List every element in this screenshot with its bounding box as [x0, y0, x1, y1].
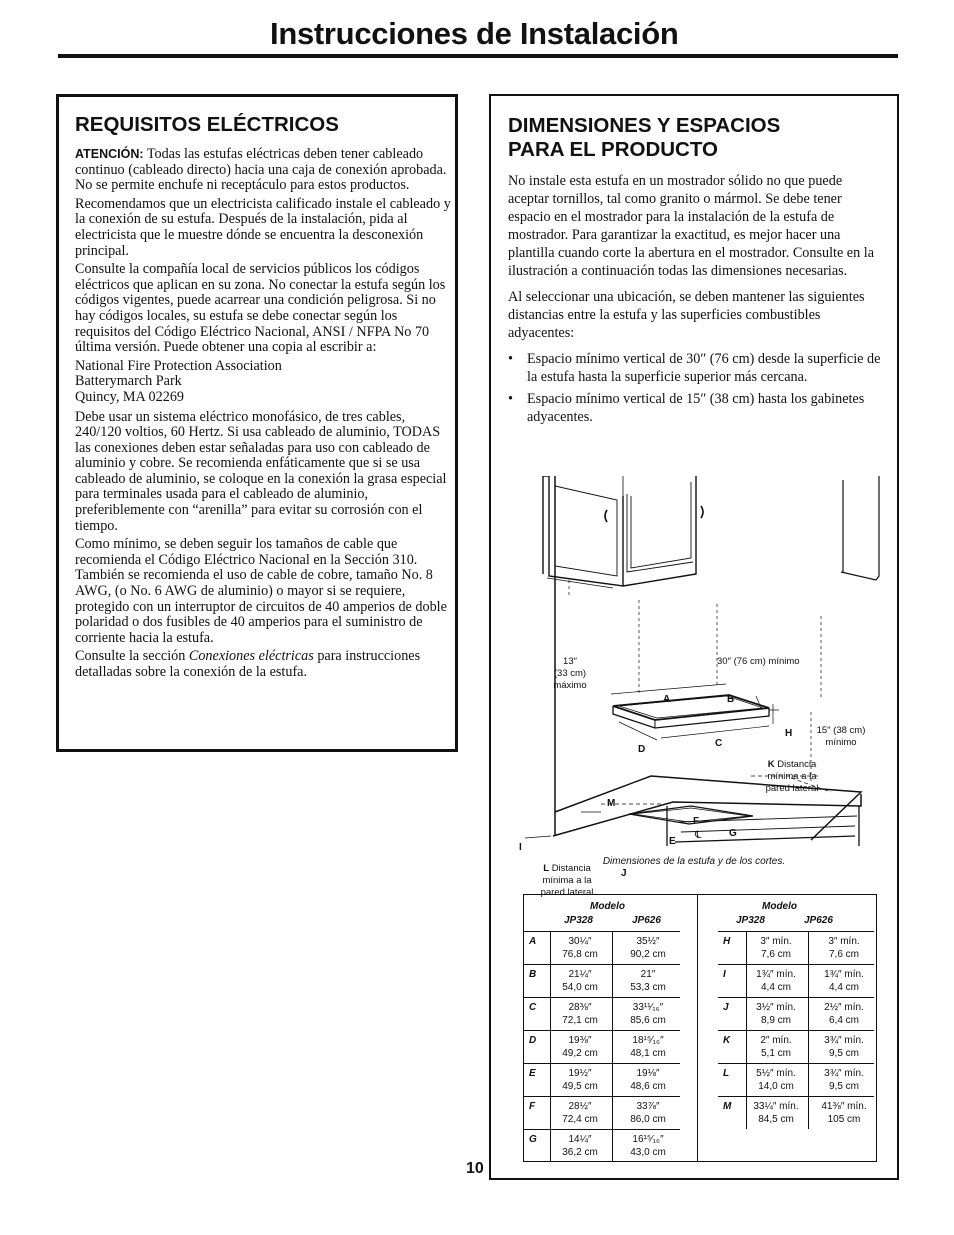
row-key: M [723, 1101, 732, 1112]
value-jp328: 21¼″ 54,0 cm [562, 969, 598, 993]
value-jp328: 28⅜″ 72,1 cm [562, 1002, 598, 1026]
letter-b: B [727, 694, 735, 705]
letter-d: D [638, 744, 646, 755]
value-jp328: 5½″ mín. 14,0 cm [756, 1068, 796, 1092]
row-key: H [723, 936, 731, 947]
table-row [718, 1030, 874, 1063]
dimensions-heading [508, 114, 828, 162]
electrical-requirements-box [56, 94, 458, 752]
clearance-item: • Espacio mínimo vertical de 15″ (38 cm) hasta los gabinetes adyacentes. [508, 390, 886, 426]
table-row [524, 931, 680, 964]
upper-cabinet [543, 476, 696, 586]
table-model-header: Modelo [590, 901, 625, 912]
label-k: K Distancia mínima a la pared lateral [765, 759, 819, 794]
value-jp328: 1¾″ mín. 4,4 cm [756, 969, 796, 993]
value-jp626: 21″ 53,3 cm [630, 969, 666, 993]
table-row [718, 1063, 874, 1096]
dimensions-text [508, 172, 886, 430]
row-key: E [529, 1068, 536, 1079]
letter-f: F [693, 816, 700, 827]
paragraph-wiring: Debe usar un sistema eléctrico monofásico, de tres cables, 240/120 voltios, 60 Hertz. Si usa cableado de aluminio, TODAS las conexiones deben estar señaladas para uso con cableado de aluminio y cobre. Se recomienda enfáticamente que si se usa cableado de aluminio, se coloque en la conexión la grasa especial para terminales usada para el cableado de aluminio, preferiblemente con “arenilla” para evitar su corrosión con el tiempo. [75, 408, 447, 534]
value-jp626: 1¾″ mín. 4,4 cm [824, 969, 864, 993]
row-key: D [529, 1035, 537, 1046]
value-jp626: 3″ mín. 7,6 cm [828, 936, 860, 960]
paragraph-cable-size: Como mínimo, se deben seguir los tamaños de cable que recomienda el Código Eléctrico Nacional en la Sección 310. También se recomienda el uso de cable de cobre, tamaño No. 8 AWG, (o No. 6 AWG de aluminio) o mayor si se requiere, protegido con un interruptor de circuitos de 40 amperios de doble polaridad o dos fusibles de 40 amperios para el suministro de corriente hacia la estufa. [75, 536, 447, 646]
value-jp626: 35½″ 90,2 cm [630, 936, 666, 960]
value-jp328: 28½″ 72,4 cm [562, 1101, 598, 1125]
dimensions-box [489, 94, 899, 1180]
address-block [75, 359, 453, 406]
paragraph-electrician: Recomendamos que un electricista calificado instale el cableado y la conexión de su estufa. Después de la instalación, pida al electricista que le muestre dónde se encuentra la desconexión principal. [75, 195, 451, 259]
table-col-jp626: JP626 [632, 915, 661, 926]
electrical-heading: REQUISITOS ELÉCTRICOS [75, 113, 339, 136]
table-column-line [746, 931, 747, 1129]
centerline-symbol: ℄ [695, 830, 702, 841]
attention-text: Todas las estufas eléctricas deben tener cableado continuo (cableado directo) hacia una caja de conexión aprobada. No se permite enchufe ni receptáculo para estos productos. [75, 146, 447, 194]
row-key: L [723, 1068, 730, 1079]
dimensions-heading-line-2: PARA EL PRODUCTO [508, 138, 718, 161]
value-jp328: 3½″ mín. 8,9 cm [756, 1002, 796, 1026]
letter-a: A [663, 694, 671, 705]
value-jp328: 19⅜″ 49,2 cm [562, 1035, 598, 1059]
attention-label: ATENCIÓN: [75, 147, 144, 161]
see-section-text: Consulte la sección [75, 648, 186, 665]
page-title: Instrucciones de Instalación [270, 16, 679, 51]
label-15-min: 15″ (38 cm) mínimo [816, 725, 866, 748]
value-jp626: 33¹¹⁄₁₆″ 85,6 cm [630, 1002, 666, 1026]
value-jp328: 19½″ 49,5 cm [562, 1068, 598, 1092]
value-jp626: 3¾″ mín. 9,5 cm [824, 1035, 864, 1059]
label-13-max: 13″ (33 cm) máximo [553, 656, 587, 691]
letter-m: M [607, 798, 616, 809]
table-row [524, 964, 680, 997]
letter-i: I [519, 842, 522, 853]
value-jp328: 3″ mín. 7,6 cm [760, 936, 792, 960]
label-30-min: 30″ (76 cm) mínimo [717, 656, 800, 667]
page-number: 10 [466, 1160, 484, 1177]
table-col-jp328: JP328 [564, 915, 593, 926]
paragraph-countertop: No instale esta estufa en un mostrador sólido no que puede aceptar tornillos, tal como granito o mármol. Se debe tener espacio en el mostrador para la instalación de la estufa de mostrador. Para garantizar la exactitud, es mejor hacer una plantilla cuando corte la abertura en el mostrador. Consulte en la ilustración a continuación todas las dimensiones necesarias. [508, 173, 874, 279]
side-cabinet [841, 476, 879, 580]
diagram-caption: Dimensiones de la estufa y de los cortes. [602, 856, 786, 867]
paragraph-see-section [75, 649, 453, 680]
letter-c: C [715, 738, 723, 749]
row-key: B [529, 969, 537, 980]
row-key: I [723, 969, 726, 980]
value-jp626: 33⅞″ 86,0 cm [630, 1101, 666, 1125]
table-model-header: Modelo [762, 901, 797, 912]
dimensions-table [523, 894, 877, 1162]
value-jp626: 41⅜″ mín. 105 cm [821, 1101, 867, 1125]
address-line-2: Batterymarch Park [75, 373, 182, 390]
value-jp328: 30¼″ 76,8 cm [562, 936, 598, 960]
table-row [524, 1096, 680, 1129]
attention-paragraph [75, 147, 453, 194]
letter-g: G [729, 828, 737, 839]
clearance-item: • Espacio mínimo vertical de 30″ (76 cm) desde la superficie de la estufa hasta la superficie superior más cercana. [508, 350, 886, 386]
electrical-text [75, 147, 453, 684]
clearance-list [508, 350, 886, 426]
table-row [524, 1129, 680, 1162]
row-key: C [529, 1002, 537, 1013]
letter-e: E [669, 836, 676, 847]
table-row [718, 931, 874, 964]
row-key: A [529, 936, 537, 947]
letter-j: J [621, 868, 627, 879]
paragraph-location: Al seleccionar una ubicación, se deben mantener las siguientes distancias entre la estufa y las superficies combustibles adyacentes: [508, 289, 865, 341]
value-jp328: 2″ mín. 5,1 cm [760, 1035, 792, 1059]
value-jp328: 14¼″ 36,2 cm [562, 1134, 598, 1158]
label-l: L Distancia mínima a la pared lateral [540, 863, 594, 898]
table-row [524, 997, 680, 1030]
table-divider [697, 895, 698, 1161]
value-jp626: 3¾″ mín. 9,5 cm [824, 1068, 864, 1092]
see-section-text-end: para instrucciones detalladas sobre la conexión de la estufa. [75, 648, 421, 680]
value-jp328: 33¼″ mín. 84,5 cm [753, 1101, 799, 1125]
value-jp626: 18¹⁵⁄₁₆″ 48,1 cm [630, 1035, 666, 1059]
title-rule [58, 54, 898, 58]
table-column-line [612, 931, 613, 1162]
row-key: G [529, 1134, 537, 1145]
table-row [718, 1096, 874, 1129]
table-col-jp328: JP328 [736, 915, 765, 926]
table-row [718, 964, 874, 997]
address-line-3: Quincy, MA 02269 [75, 388, 185, 405]
row-key: J [723, 1002, 729, 1013]
row-key: K [723, 1035, 731, 1046]
value-jp626: 19⅛″ 48,6 cm [630, 1068, 666, 1092]
value-jp626: 16¹⁵⁄₁₆″ 43,0 cm [630, 1134, 666, 1158]
dimensions-heading-line-1: DIMENSIONES Y ESPACIOS [508, 114, 781, 137]
row-key: F [529, 1101, 536, 1112]
address-line-1: National Fire Protection Association [75, 357, 282, 374]
table-column-line [550, 931, 551, 1162]
section-reference: Conexiones eléctricas [188, 648, 314, 665]
paragraph-codes: Consulte la compañía local de servicios públicos los códigos eléctricos que aplican en su zona. No conectar la estufa según los códigos vigentes, puede acarrear una condición peligrosa. Si no hay códigos locales, su estufa se debe conectar según los requisitos del Código Eléctrico Nacional, ANSI / NFPA No 70 última versión. Puede obtener una copia al escribir a: [75, 261, 446, 356]
table-row [524, 1063, 680, 1096]
cooktop [613, 695, 769, 720]
value-jp626: 2½″ mín. 6,4 cm [824, 1002, 864, 1026]
table-col-jp626: JP626 [804, 915, 833, 926]
table-row [718, 997, 874, 1030]
letter-h: H [785, 728, 793, 739]
table-column-line [808, 931, 809, 1129]
table-row [524, 1030, 680, 1063]
